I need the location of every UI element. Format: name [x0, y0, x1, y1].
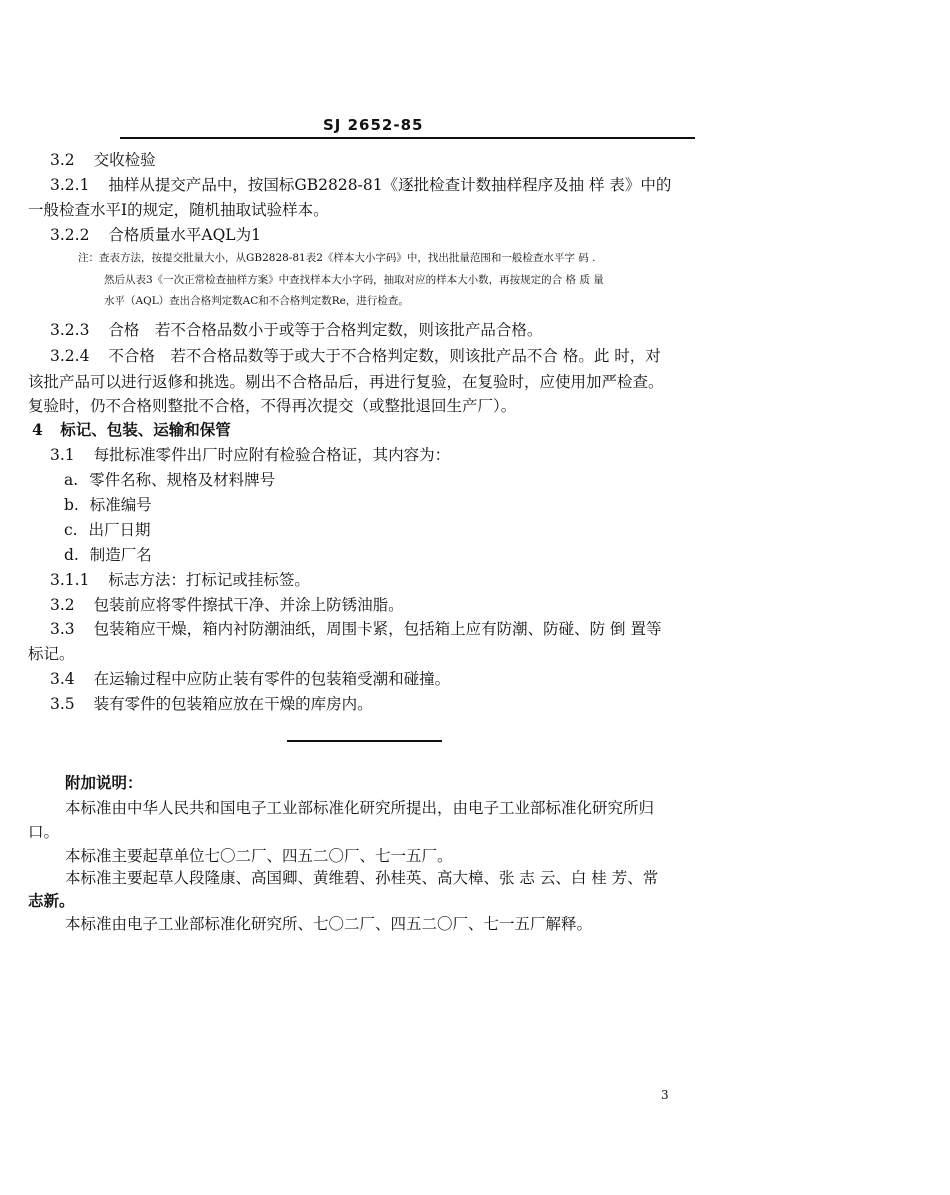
addendum-title: 附加说明： [65, 773, 143, 792]
clause-text: 合格 若不合格品数小于或等于合格判定数，则该批产品合格。 [108, 321, 543, 339]
clause-number: 3.2.1 [50, 176, 90, 194]
clause-title: 交收检验 [93, 151, 156, 169]
clause-text: 包装箱应干燥，箱内衬防潮油纸，周围卡紧，包括箱上应有防潮、防碰、防 倒 置等 [93, 620, 662, 638]
addendum-line: 本标准主要起草单位七〇二厂、四五二〇厂、七一五厂。 [65, 847, 453, 865]
clause-text: 抽样从提交产品中，按国标GB2828-81《逐批检查计数抽样程序及抽 样 表》中的 [108, 176, 672, 194]
section-heading-3-2 [50, 150, 156, 170]
header-rule [120, 137, 695, 139]
addendum-line: 志新。 [28, 891, 75, 910]
clause-3-3 [50, 619, 661, 639]
clause-text: 标志方法：打标记或挂标签。 [108, 571, 310, 589]
section-heading-4 [32, 420, 231, 440]
clause-3-4 [50, 669, 450, 689]
section-number: 4 [32, 420, 43, 439]
clause-number: 3.5 [50, 695, 75, 713]
clause-3-2-4 [50, 346, 661, 366]
clause-number: 3.1 [50, 446, 75, 464]
note-line: 水平（AQL）查出合格判定数AC和不合格判定数Re，进行检查。 [104, 295, 409, 307]
clause-3-1-1 [50, 570, 310, 590]
list-item [64, 495, 152, 515]
list-item-label: d. [64, 546, 79, 564]
list-item-label: c. [64, 521, 78, 539]
clause-3-2-1-cont: 一般检查水平Ⅰ的规定，随机抽取试验样本。 [28, 201, 329, 219]
clause-text: 不合格 若不合格品数等于或大于不合格判定数，则该批产品不合 格。此 时，对 [108, 347, 661, 365]
clause-3-1 [50, 445, 450, 465]
standard-code: SJ 2652-85 [323, 116, 424, 134]
list-item-label: b. [64, 496, 79, 514]
clause-number: 3.4 [50, 670, 75, 688]
clause-3-3-cont: 标记。 [28, 645, 75, 663]
clause-number: 3.2 [50, 151, 75, 169]
clause-text: 在运输过程中应防止装有零件的包装箱受潮和碰撞。 [93, 670, 451, 688]
clause-number: 3.2 [50, 596, 75, 614]
list-item-text: 制造厂名 [89, 546, 152, 564]
clause-number: 3.3 [50, 620, 75, 638]
clause-number: 3.2.4 [50, 347, 90, 365]
note-line: 注：查表方法，按提交批量大小，从GB2828-81表2《样本大小字码》中，找出批量范围和一般检查水平字 码 . [78, 252, 596, 264]
clause-3-2-4-cont: 该批产品可以进行返修和挑选。剔出不合格品后，再进行复验，在复验时，应使用加严检查。 [28, 373, 664, 391]
list-item-text: 出厂日期 [88, 521, 151, 539]
clause-number: 3.2.3 [50, 321, 90, 339]
clause-3-2-packing [50, 595, 404, 615]
section-divider [287, 740, 442, 742]
clause-text: 每批标准零件出厂时应附有检验合格证，其内容为： [93, 446, 451, 464]
clause-text: 合格质量水平AQL为1 [108, 226, 261, 244]
clause-text: 装有零件的包装箱应放在干燥的库房内。 [93, 695, 373, 713]
addendum-line: 本标准由电子工业部标准化研究所、七〇二厂、四五二〇厂、七一五厂解释。 [65, 915, 593, 933]
list-item [64, 520, 151, 540]
addendum-line: 口。 [28, 823, 60, 841]
section-title: 标记、包装、运输和保管 [60, 420, 231, 439]
list-item [64, 470, 275, 490]
note-line: 然后从表3《一次正常检查抽样方案》中查找样本大小字码，抽取对应的样本大小数，再按规定的合 格 质 量 [104, 274, 604, 286]
addendum-line: 本标准由中华人民共和国电子工业部标准化研究所提出，由电子工业部标准化研究所归 [65, 799, 655, 817]
clause-number: 3.2.2 [50, 226, 90, 244]
clause-number: 3.1.1 [50, 571, 90, 589]
list-item-text: 零件名称、规格及材料牌号 [89, 471, 276, 489]
clause-3-2-2 [50, 225, 261, 245]
clause-3-2-4-cont: 复验时，仍不合格则整批不合格，不得再次提交（或整批退回生产厂）。 [28, 397, 517, 415]
clause-3-2-3 [50, 320, 542, 340]
list-item [64, 545, 152, 565]
list-item-text: 标准编号 [89, 496, 152, 514]
list-item-label: a. [64, 471, 79, 489]
addendum-line: 本标准主要起草人段隆康、高国卿、黄维碧、孙桂英、高大樟、张 志 云、白 桂 芳、常 [65, 869, 659, 887]
clause-text: 包装前应将零件擦拭干净、并涂上防锈油脂。 [93, 596, 404, 614]
clause-3-5 [50, 694, 373, 714]
page-number: 3 [661, 1088, 669, 1102]
clause-3-2-1 [50, 175, 671, 195]
